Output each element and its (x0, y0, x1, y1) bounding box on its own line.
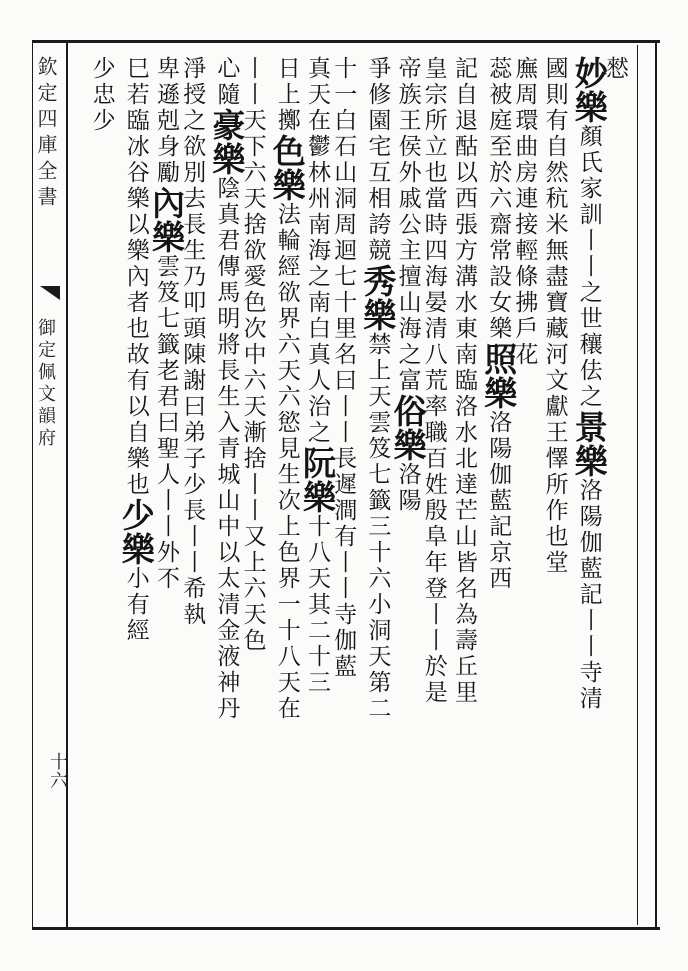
headword: 少樂 (116, 498, 156, 566)
annotation-text: 顏氏家訓丨丨之世穰佉之 (575, 124, 602, 410)
text-column (422, 56, 445, 706)
headword: 妙樂 (569, 56, 609, 124)
annotation-text: 禁上天雲笈七籤三十六小洞天第二 (364, 332, 391, 722)
annotation-text: 下六天捨欲愛色次中六天漸捨丨丨又上六天色 (239, 134, 266, 654)
headword: 景樂 (569, 410, 609, 478)
headword: 內樂 (147, 186, 186, 254)
annotation-text: 記自退酤以西張方溝水東南臨洛水北達芒山皆名為壽丘里 (451, 56, 477, 706)
annotation-text: 洛陽伽藍記丨丨寺清 (575, 478, 602, 712)
annotation-text: 卑遜剋身勵 (153, 56, 179, 186)
annotation-text: 憖 (602, 56, 628, 82)
margin-book-title: 御定佩文韻府 (35, 318, 56, 450)
inner-right-rule (637, 45, 638, 925)
annotation-text: 丨丨天 (239, 56, 266, 134)
headword: 俗樂 (388, 394, 428, 462)
text-column (116, 56, 156, 644)
annotation-text: 十八天其二十三 (304, 514, 330, 696)
annotation-text: 樂以樂內者也故有以自樂也 (122, 186, 149, 498)
annotation-text: 國則有自然秔米無盡寶藏 (541, 56, 568, 342)
annotation-text: 小有經 (122, 566, 149, 644)
text-column (358, 56, 398, 722)
annotation-text: 日上擲 (273, 56, 300, 134)
top-border-rule (32, 40, 660, 43)
text-column (267, 56, 307, 722)
text-column (543, 56, 566, 576)
annotation-text: 廡周環曲房連接輕條拂戶花 (511, 56, 538, 368)
annotation-text: 爭修園宅互相誇競 (364, 56, 391, 264)
annotation-text: 授之欲別去長生乃叩頭陳謝曰弟子少長丨丨希執 (179, 82, 206, 628)
text-column (569, 56, 609, 712)
annotation-text: 陰真君傳馬明將長生入青城山中以太清金液神丹 (213, 176, 240, 722)
headword: 色樂 (267, 134, 307, 202)
text-column (479, 56, 519, 592)
annotation-text: 帝族王侯外戚公主擅山海之富 (394, 56, 421, 394)
text-column (179, 56, 206, 628)
annotation-text: 河文獻王懌所作也堂 (541, 342, 568, 576)
margin-top-title: 欽定四庫全書 (34, 56, 58, 212)
annotation-text: 雲笈七籤老君曰聖人丨丨外不 (153, 254, 179, 592)
text-column (90, 56, 113, 134)
annotation-text: 洛陽 (394, 462, 421, 514)
annotation-text: 法輪經欲界六天六慾見生次上色界一十八天在 (273, 202, 300, 722)
outer-right-rule (655, 40, 657, 930)
annotation-text: 真天在鬱林州南海之南白真人治之 (304, 56, 330, 446)
annotation-text: 心隨 (213, 56, 240, 108)
fish-tail-mark (40, 286, 60, 300)
margin-divider-rule (66, 43, 68, 930)
annotation-text: 淨 (179, 56, 206, 82)
left-edge-rule (32, 43, 33, 930)
annotation-text: 蕊被庭至於六齋常設女樂 (485, 56, 512, 342)
page-number: 十六 (47, 752, 68, 790)
annotation-text: 巳若臨冰谷 (122, 56, 149, 186)
bottom-border-rule (32, 927, 660, 930)
text-column (207, 56, 247, 722)
headword: 照樂 (479, 342, 519, 410)
annotation-text: 遲澗有丨丨寺 (330, 472, 357, 628)
annotation-text: 少忠少 (88, 56, 115, 134)
annotation-text: 皇宗所立也當時四海晏清八荒率職百姓殷阜年登丨丨於是 (420, 56, 447, 706)
headword: 秀樂 (358, 264, 398, 332)
text-column (511, 56, 538, 368)
text-column (452, 56, 475, 706)
annotation-text: 十一白石山洞周迴七十里名曰丨丨長 (330, 56, 357, 472)
annotation-text: 伽藍 (330, 628, 357, 680)
headword: 豪樂 (207, 108, 247, 176)
headword: 阮樂 (298, 446, 337, 514)
annotation-text: 洛陽伽藍記京西 (485, 410, 512, 592)
text-column (330, 56, 357, 680)
